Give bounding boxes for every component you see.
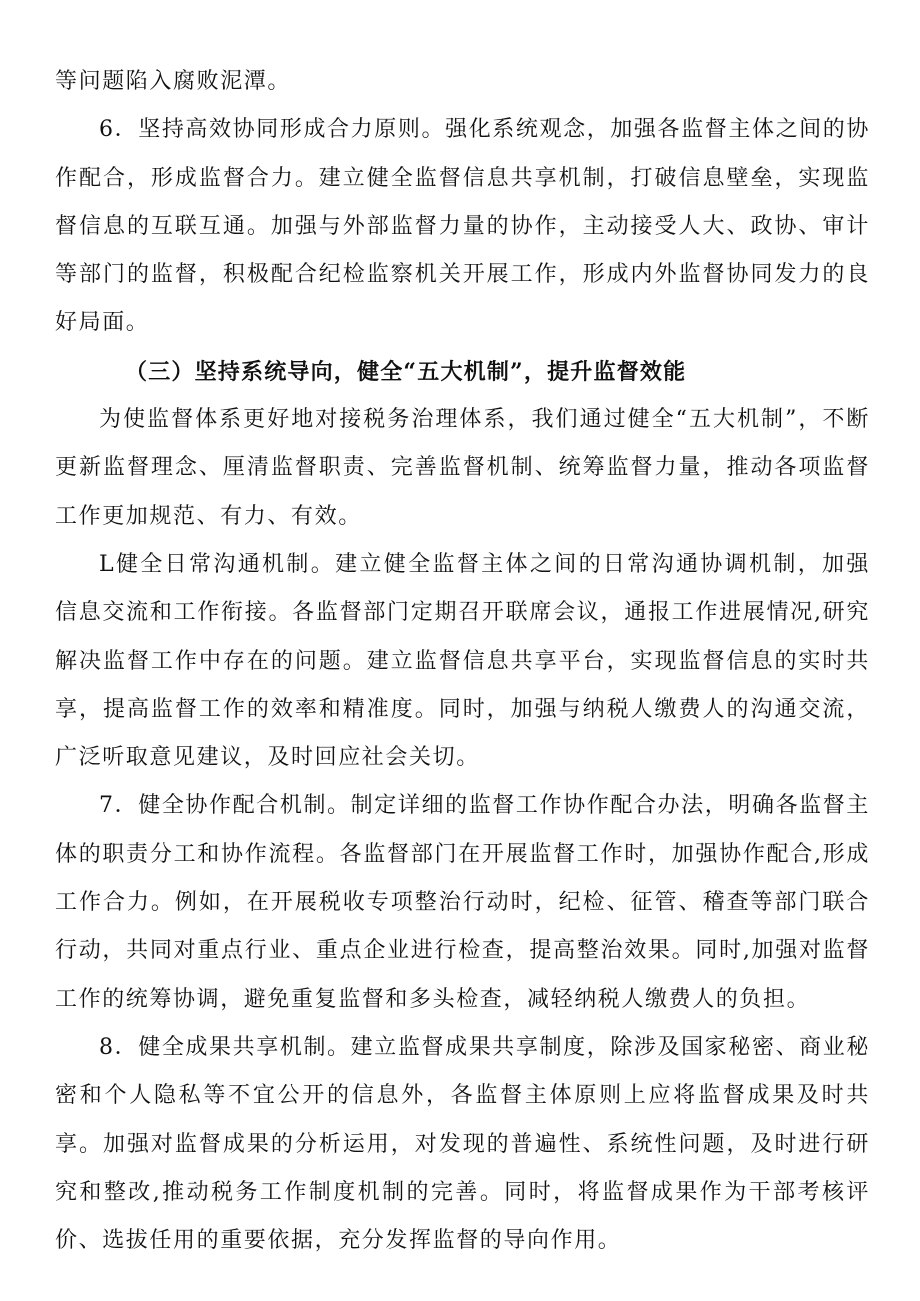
paragraph-item-7: 7．健全协作配合机制。制定详细的监督工作协作配合办法，明确各监督主体的职责分工和协作流程。各监督部门在开展监督工作时，加强协作配合,形成工作合力。例如，在开展税收专项整治行动时，纪检、征管、稽查等部门联合行动，共同对重点行业、重点企业进行检查，提高整治效果。同时,加强对监督工作的统筹协调，避免重复监督和多头检查，减轻纳税人缴费人的负担。 (55, 793, 870, 1012)
paragraph-item-1: L健全日常沟通机制。建立健全监督主体之间的日常沟通协调机制，加强信息交流和工作衔接。各监督部门定期召开联席会议，通报工作进展情况,研究解决监督工作中存在的问题。建立监督信息共享平台，实现监督信息的实时共享，提高监督工作的效率和精准度。同时，加强与纳税人缴费人的沟通交流，广泛听取意见建议，及时回应社会关切。 (55, 551, 870, 771)
paragraph-item-6: 6．坚持高效协同形成合力原则。强化系统观念，加强各监督主体之间的协作配合，形成监督合力。建立健全监督信息共享机制，打破信息壁垒，实现监督信息的互联互通。加强与外部监督力量的协作，主动接受人大、政协、审计等部门的监督，积极配合纪检监察机关开展工作，形成内外监督协同发力的良好局面。 (55, 117, 870, 336)
paragraph-item-8: 8．健全成果共享机制。建立监督成果共享制度，除涉及国家秘密、商业秘密和个人隐私等不宜公开的信息外，各监督主体原则上应将监督成果及时共享。加强对监督成果的分析运用，对发现的普遍性、系统性问题，及时进行研究和整改,推动税务工作制度机制的完善。同时，将监督成果作为干部考核评价、选拔任用的重要依据，充分发挥监督的导向作用。 (55, 1034, 870, 1254)
paragraph-continuation: 等问题陷入腐败泥潭。 (55, 69, 292, 94)
document-body (55, 58, 870, 1265)
paragraph-intro: 为使监督体系更好地对接税务治理体系，我们通过健全“五大机制”，不断更新监督理念、厘清监督职责、完善监督机制、统筹监督力量，推动各项监督工作更加规范、有力、有效。 (55, 407, 870, 529)
section-heading-3: （三）坚持系统导向，健全“五大机制”，提升监督效能 (125, 358, 687, 385)
